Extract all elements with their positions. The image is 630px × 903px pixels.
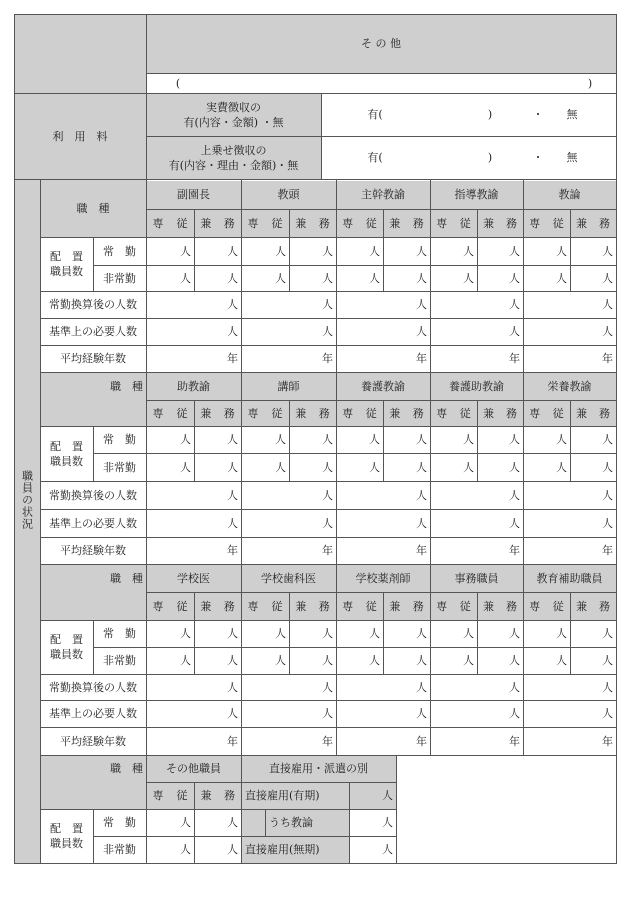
kijun-label-3: 基準上の必要人数 — [49, 707, 137, 720]
nin-1-0-1a: 人 — [180, 271, 191, 285]
nin-2-1-1a: 人 — [275, 460, 286, 474]
ken-2-0: 兼 — [200, 406, 212, 420]
nin-2-1-0b: 人 — [322, 433, 333, 446]
ken-1-2: 兼 — [389, 216, 401, 230]
nin-2-4-0b: 人 — [602, 433, 613, 446]
mu-1-0: 務 — [223, 216, 235, 230]
jokin-label-4: 常 勤 — [103, 816, 136, 829]
direct-fixed-label: 直接雇用(有期) — [245, 789, 320, 802]
nin-3-4-1a: 人 — [556, 654, 567, 667]
kijun-label-2: 基準上の必要人数 — [49, 516, 137, 530]
haichi-label-1-line1: 配 置 — [50, 250, 83, 263]
nin-3-3-1b: 人 — [509, 654, 520, 667]
kanzan-nin-1-1: 人 — [322, 298, 333, 311]
haichi-label-4-line2: 職員数 — [50, 837, 83, 850]
heikin-nen-3-1: 年 — [322, 734, 333, 748]
haichi-label-2-line1: 配 置 — [50, 439, 83, 453]
nin-3-1-1b: 人 — [322, 654, 333, 667]
nin-3-4-0b: 人 — [602, 627, 613, 640]
ju-2-0: 従 — [176, 406, 188, 420]
ju-3-0: 従 — [176, 599, 188, 613]
jokin-label-1: 常 勤 — [103, 244, 136, 258]
sen-2-3: 専 — [436, 406, 448, 420]
job-name-1-0: 副園長 — [177, 187, 210, 201]
sen-1-4: 専 — [529, 216, 541, 230]
nin-2-3-1b: 人 — [509, 460, 520, 474]
nin-2-0-0b: 人 — [227, 433, 238, 446]
sen-3-2: 専 — [342, 599, 354, 613]
ken-3-2: 兼 — [389, 599, 401, 613]
extra-fee-label-line1: 上乗せ徴収の — [200, 143, 267, 157]
nin-3-2-1b: 人 — [416, 654, 427, 667]
nin-1-4-1b: 人 — [602, 271, 613, 285]
ju-4: 従 — [176, 789, 188, 802]
ken-1-0: 兼 — [200, 216, 212, 230]
grid-line — [321, 93, 322, 180]
paren-open: ( — [175, 76, 181, 90]
sen-1-1: 専 — [247, 216, 259, 230]
heikin-nen-2-4: 年 — [602, 544, 613, 557]
kijun-nin-2-0: 人 — [227, 516, 238, 530]
kijun-nin-3-4: 人 — [602, 707, 613, 720]
mu-3-4: 務 — [599, 599, 610, 613]
extra-close: ) — [487, 151, 493, 164]
direct-employment-label: 直接雇用・派遣の別 — [269, 762, 368, 775]
heikin-nen-1-2: 年 — [416, 352, 427, 365]
mu-1-1: 務 — [318, 216, 330, 230]
fee-label: 利 用 料 — [52, 129, 108, 143]
kanzan-nin-2-3: 人 — [509, 488, 520, 502]
mu-2-2: 務 — [412, 406, 424, 420]
mu-3-0: 務 — [223, 599, 235, 613]
nin-3-4-1b: 人 — [602, 654, 613, 667]
ju-3-3: 従 — [459, 599, 471, 613]
kijun-nin-1-4: 人 — [602, 325, 613, 338]
kanzan-nin-3-3: 人 — [509, 680, 520, 694]
nin-2-0-1a: 人 — [180, 460, 191, 474]
ken-4: 兼 — [200, 789, 212, 802]
ju-3-1: 従 — [271, 599, 283, 613]
data-cell-bg — [396, 755, 616, 863]
nin-1-3-0b: 人 — [509, 244, 520, 258]
kanzan-nin-3-0: 人 — [227, 680, 238, 694]
actual-yes: 有( — [367, 108, 383, 121]
ju-2-1: 従 — [271, 406, 283, 420]
other-heading: そ の 他 — [361, 37, 401, 50]
ju-3-4: 従 — [552, 599, 564, 613]
heikin-nen-3-0: 年 — [227, 734, 238, 748]
nin-3-2-0a: 人 — [369, 627, 380, 640]
heikin-nen-2-0: 年 — [227, 544, 238, 557]
haichi-label-3-line1: 配 置 — [50, 633, 83, 646]
kanzan-label-2: 常勤換算後の人数 — [49, 488, 137, 502]
nin-3-3-0a: 人 — [463, 627, 474, 640]
mu-1-3: 務 — [506, 216, 517, 230]
haichi-label-4 — [40, 809, 93, 863]
ken-3-1: 兼 — [295, 599, 307, 613]
sen-1-0: 専 — [152, 216, 164, 230]
kanzan-nin-2-4: 人 — [602, 488, 613, 502]
heikin-nen-1-1: 年 — [322, 352, 333, 365]
nin-2-2-1a: 人 — [369, 460, 380, 474]
actual-fee-label-line1: 実費徴収の — [206, 100, 261, 114]
heikin-nen-2-2: 年 — [416, 544, 427, 557]
mu-3-3: 務 — [506, 599, 517, 613]
heikin-label-2: 平均経験年数 — [60, 544, 126, 557]
nin-3-0-1b: 人 — [227, 654, 238, 667]
actual-no: 無 — [566, 108, 578, 121]
mu-2-0: 務 — [223, 406, 235, 420]
nin-1-2-0a: 人 — [369, 244, 380, 258]
heikin-nen-2-3: 年 — [509, 544, 520, 557]
sen-2-1: 専 — [247, 406, 259, 420]
kijun-nin-1-3: 人 — [509, 325, 520, 338]
hijokin-label-3: 非常勤 — [103, 654, 136, 667]
nin-3-0-0b: 人 — [227, 627, 238, 640]
ken-3-0: 兼 — [200, 599, 212, 613]
kijun-nin-1-0: 人 — [227, 325, 238, 338]
grid-line — [14, 863, 617, 864]
heikin-nen-1-0: 年 — [227, 352, 238, 365]
nin-4-a1: 人 — [180, 816, 191, 829]
heikin-nen-3-2: 年 — [416, 734, 427, 748]
sen-2-2: 専 — [342, 406, 354, 420]
actual-fee-label-line2: 有(内容・金額) ・無 — [183, 115, 284, 129]
nin-1-0-0b: 人 — [227, 244, 238, 258]
ken-2-4: 兼 — [576, 406, 587, 420]
job-name-2-1: 講師 — [277, 379, 300, 393]
nin-2-4-1b: 人 — [602, 460, 613, 474]
nin-3-1-0b: 人 — [322, 627, 333, 640]
extra-no: 無 — [566, 151, 578, 164]
nin-2-4-1a: 人 — [556, 460, 567, 474]
hijokin-label-1: 非常勤 — [103, 271, 136, 285]
jokin-label-2: 常 勤 — [103, 433, 136, 446]
uchi-kyoyu-nin: 人 — [382, 816, 393, 829]
kanzan-nin-3-2: 人 — [416, 680, 427, 694]
sen-3-0: 専 — [152, 599, 164, 613]
sen-4: 専 — [152, 789, 164, 802]
nin-3-3-0b: 人 — [509, 627, 520, 640]
mu-2-1: 務 — [318, 406, 330, 420]
nin-4-b1: 人 — [180, 843, 191, 856]
nin-4-a2: 人 — [227, 816, 238, 829]
extra-dot: ・ — [532, 151, 544, 164]
nin-1-2-0b: 人 — [416, 244, 427, 258]
nin-1-3-1a: 人 — [463, 271, 474, 285]
job-name-3-3: 事務職員 — [454, 571, 499, 585]
kijun-label-1: 基準上の必要人数 — [49, 325, 137, 338]
sen-3-3: 専 — [436, 599, 448, 613]
nin-1-0-1b: 人 — [227, 271, 238, 285]
kanzan-nin-2-0: 人 — [227, 488, 238, 502]
grid-line — [616, 179, 617, 373]
haichi-label-3 — [40, 620, 93, 674]
nin-2-4-0a: 人 — [556, 433, 567, 446]
ken-1-4: 兼 — [576, 216, 587, 230]
nin-2-2-1b: 人 — [416, 460, 427, 474]
nin-3-1-1a: 人 — [275, 654, 286, 667]
grid-line — [146, 73, 617, 74]
extra-fee-label — [146, 136, 321, 179]
nin-1-3-1b: 人 — [509, 271, 520, 285]
hijokin-label-2: 非常勤 — [103, 460, 136, 474]
nin-3-0-1a: 人 — [180, 654, 191, 667]
actual-dot: ・ — [532, 108, 544, 121]
mu-3-2: 務 — [412, 599, 424, 613]
kijun-nin-1-1: 人 — [322, 325, 333, 338]
nin-1-1-1b: 人 — [322, 271, 333, 285]
heikin-label-3: 平均経験年数 — [60, 734, 126, 748]
job-name-1-4: 教論 — [558, 187, 581, 201]
job-type-label-1: 職 種 — [76, 201, 110, 215]
job-name-1-2: 主幹教諭 — [361, 187, 405, 201]
nin-1-2-1a: 人 — [369, 271, 380, 285]
mu-3-1: 務 — [318, 599, 330, 613]
nin-2-3-0a: 人 — [463, 433, 474, 446]
job-name-1-3: 指導教諭 — [454, 187, 499, 201]
ju-2-2: 従 — [365, 406, 377, 420]
kanzan-nin-1-3: 人 — [509, 298, 520, 311]
job-name-4: その他職員 — [166, 762, 221, 775]
actual-fee-label — [146, 93, 321, 136]
kanzan-nin-3-4: 人 — [602, 680, 613, 694]
nin-1-1-0b: 人 — [322, 244, 333, 258]
ju-3-2: 従 — [365, 599, 377, 613]
mu-2-3: 務 — [506, 406, 517, 420]
nin-1-2-1b: 人 — [416, 271, 427, 285]
ju-1-0: 従 — [176, 216, 188, 230]
sen-2-0: 専 — [152, 406, 164, 420]
haichi-label-4-line1: 配 置 — [50, 822, 83, 835]
heikin-nen-1-4: 年 — [602, 352, 613, 365]
nin-2-0-1b: 人 — [227, 460, 238, 474]
job-name-3-4: 教育補助職員 — [536, 571, 603, 585]
nin-3-2-0b: 人 — [416, 627, 427, 640]
nin-2-1-1b: 人 — [322, 460, 333, 474]
nin-1-4-1a: 人 — [556, 271, 567, 285]
nin-3-3-1a: 人 — [463, 654, 474, 667]
ju-1-2: 従 — [365, 216, 377, 230]
jokin-label-3: 常 勤 — [103, 627, 136, 640]
kijun-nin-2-3: 人 — [509, 516, 520, 530]
job-name-3-1: 学校歯科医 — [261, 571, 316, 585]
nin-1-0-0a: 人 — [180, 244, 191, 258]
grid-line — [396, 755, 397, 864]
job-name-2-0: 助教諭 — [177, 379, 210, 393]
heikin-nen-2-1: 年 — [322, 544, 333, 557]
grid-line — [616, 564, 617, 756]
kanzan-label-1: 常勤換算後の人数 — [49, 298, 137, 311]
paren-close: ) — [587, 76, 593, 90]
ken-2-1: 兼 — [295, 406, 307, 420]
nin-3-2-1a: 人 — [369, 654, 380, 667]
job-type-label-2: 職 種 — [110, 379, 143, 393]
heikin-nen-3-3: 年 — [509, 734, 520, 748]
kijun-nin-2-1: 人 — [322, 516, 333, 530]
kanzan-nin-1-4: 人 — [602, 298, 613, 311]
mu-1-4: 務 — [599, 216, 610, 230]
nin-2-1-0a: 人 — [275, 433, 286, 446]
haichi-label-3-line2: 職員数 — [50, 648, 83, 661]
nin-2-2-0b: 人 — [416, 433, 427, 446]
mu-4: 務 — [224, 789, 235, 802]
job-type-label-4: 職 種 — [110, 762, 143, 775]
sen-1-2: 専 — [342, 216, 354, 230]
nin-2-3-1a: 人 — [463, 460, 474, 474]
job-name-2-2: 養護教諭 — [361, 379, 405, 393]
ju-2-4: 従 — [552, 406, 564, 420]
nin-2-2-0a: 人 — [369, 433, 380, 446]
kijun-nin-2-2: 人 — [416, 516, 427, 530]
heikin-nen-3-4: 年 — [602, 734, 613, 748]
kijun-nin-2-4: 人 — [602, 516, 613, 530]
sen-3-1: 専 — [247, 599, 259, 613]
kanzan-nin-2-1: 人 — [322, 488, 333, 502]
sen-1-3: 専 — [436, 216, 448, 230]
ju-1-4: 従 — [552, 216, 564, 230]
nin-1-1-1a: 人 — [275, 271, 286, 285]
ken-1-3: 兼 — [483, 216, 494, 230]
extra-yes: 有( — [367, 151, 383, 164]
direct-fixed-nin: 人 — [382, 789, 393, 802]
nin-2-0-0a: 人 — [180, 433, 191, 446]
haichi-label-2-line2: 職員数 — [50, 454, 83, 468]
mu-1-2: 務 — [412, 216, 424, 230]
ken-2-2: 兼 — [389, 406, 401, 420]
ju-1-3: 従 — [459, 216, 471, 230]
job-name-3-0: 学校医 — [177, 571, 210, 585]
nin-2-3-0b: 人 — [509, 433, 520, 446]
extra-fee-label-line2: 有(内容・理由・金額)・無 — [168, 158, 299, 172]
nin-3-4-0a: 人 — [556, 627, 567, 640]
haichi-label-1-line2: 職員数 — [50, 265, 83, 278]
staff-section-label: 職員の状況 — [20, 470, 34, 530]
job-name-1-1: 教頭 — [277, 187, 300, 201]
nin-1-4-0a: 人 — [556, 244, 567, 258]
kijun-nin-1-2: 人 — [416, 325, 427, 338]
nin-1-3-0a: 人 — [463, 244, 474, 258]
nin-1-4-0b: 人 — [602, 244, 613, 258]
direct-perm-nin: 人 — [382, 843, 393, 856]
kijun-nin-3-1: 人 — [322, 707, 333, 720]
uchi-kyoyu-label: うち教論 — [269, 816, 313, 829]
kijun-nin-3-2: 人 — [416, 707, 427, 720]
kanzan-nin-2-2: 人 — [416, 488, 427, 502]
kanzan-nin-1-0: 人 — [227, 298, 238, 311]
job-name-2-3: 養護助教諭 — [449, 379, 504, 393]
job-name-2-4: 栄養教諭 — [547, 379, 592, 393]
grid-line — [616, 372, 617, 565]
ken-2-3: 兼 — [483, 406, 494, 420]
ken-3-4: 兼 — [576, 599, 587, 613]
hijokin-label-4: 非常勤 — [103, 843, 136, 856]
job-name-3-2: 学校薬剤師 — [355, 571, 411, 585]
nin-3-0-0a: 人 — [180, 627, 191, 640]
actual-close: ) — [487, 108, 493, 121]
nin-3-1-0a: 人 — [275, 627, 286, 640]
kijun-nin-3-3: 人 — [509, 707, 520, 720]
sen-3-4: 専 — [529, 599, 541, 613]
ken-3-3: 兼 — [483, 599, 494, 613]
ken-1-1: 兼 — [295, 216, 307, 230]
job-type-label-3: 職 種 — [110, 571, 143, 585]
nin-4-b2: 人 — [227, 843, 238, 856]
haichi-label-2 — [40, 426, 93, 481]
direct-perm-label: 直接雇用(無期) — [245, 843, 320, 856]
heikin-label-1: 平均経験年数 — [60, 352, 126, 365]
data-cell-bg — [146, 73, 616, 93]
ju-1-1: 従 — [271, 216, 283, 230]
kanzan-nin-1-2: 人 — [416, 298, 427, 311]
kanzan-label-3: 常勤換算後の人数 — [49, 680, 137, 694]
ju-2-3: 従 — [459, 406, 471, 420]
haichi-label-1 — [40, 237, 93, 291]
sen-2-4: 専 — [529, 406, 541, 420]
kanzan-nin-3-1: 人 — [322, 680, 333, 694]
kijun-nin-3-0: 人 — [227, 707, 238, 720]
nin-1-1-0a: 人 — [275, 244, 286, 258]
heikin-nen-1-3: 年 — [509, 352, 520, 365]
mu-2-4: 務 — [599, 406, 610, 420]
